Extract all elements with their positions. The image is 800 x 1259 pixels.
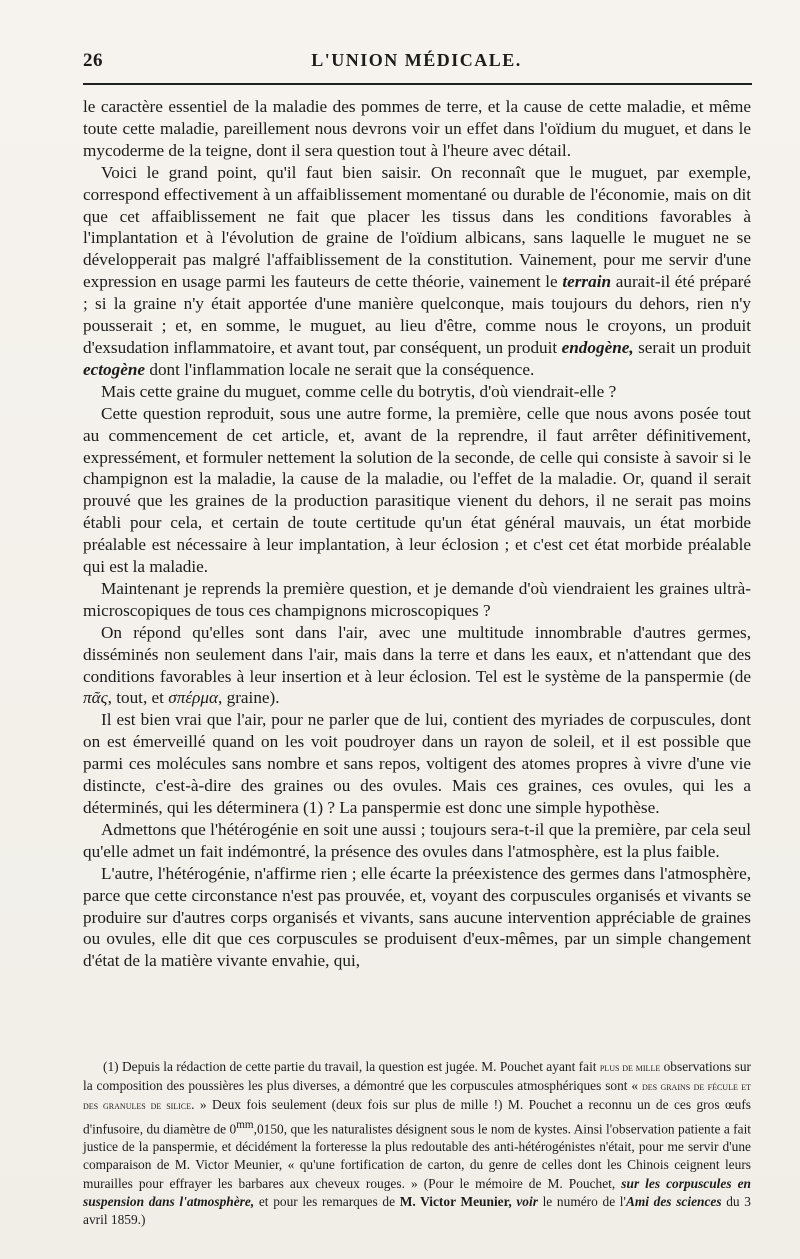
header-rule — [83, 83, 752, 85]
body-text — [83, 96, 751, 972]
footnote — [83, 1058, 751, 1229]
paragraph: le caractère essentiel de la maladie des pommes de terre, et la cause de cette maladie, et même toute cette maladie, pareillement nous devrons voir un effet dans l'oïdium du muguet, et dans le mycoderme de la teigne, dont il sera question tout à l'heure avec détail. — [83, 97, 751, 160]
page-number: 26 — [83, 50, 103, 71]
paragraph: Mais cette graine du muguet, comme celle du botrytis, d'où viendrait-elle ? — [101, 381, 617, 401]
journal-title: L'UNION MÉDICALE. — [311, 50, 522, 70]
running-head — [83, 50, 750, 80]
paragraph: On répond qu'elles sont dans l'air, avec une multitude innombrable d'autres germes, disséminés non seulement dans l'air, mais dans la terre et dans les eaux, et n'attendant que des conditions favorables à leur insertion et à leur éclosion. Tel est le système de la panspermie (de πᾶς, tout, et σπέρμα, graine). — [83, 622, 751, 708]
paragraph: Maintenant je reprends la première question, et je demande d'où viendraient les graines ultrà-microscopiques de tous ces champignons microscopiques ? — [83, 578, 751, 620]
paragraph: Cette question reproduit, sous une autre forme, la première, celle que nous avons posée tout au commencement de cet article, et, avant de la reprendre, il faut arrêter définitivement, expressément, et formuler nettement la solution de la seconde, de celle qui consiste à savoir si le champignon est la maladie, la cause de la maladie, ou l'effet de la maladie. Or, quand il serait prouvé que les graines de la production parasitique vienent du dehors, il ne serait pas moins établi pour cela, et certain de toute certitude qu'un état général mauvais, un état morbide préalable est nécessaire à leur implantation, à leur éclosion ; et c'est cet état morbide préalable qui est la maladie. — [83, 403, 751, 577]
paragraph: Il est bien vrai que l'air, pour ne parler que de lui, contient des myriades de corpuscules, dont on est émerveillé quand on les voit poudroyer dans un rayon de soleil, et il est possible que parmi ces molécules sans nombre et sans repos, voltigent des atomes propres à vivre d'une vie distincte, c'est-à-dire des graines ou des ovules. Mais ces graines, ces ovules, qui les a déterminés, qui les déterminera (1) ? La panspermie est donc une simple hypothèse. — [83, 710, 751, 817]
paragraph: Admettons que l'hétérogénie en soit une aussi ; toujours sera-t-il que la première, par cela seul qu'elle admet un fait indémontré, la présence des ovules dans l'atmosphère, est la plus faible. — [83, 819, 751, 861]
footnote-text: (1) Depuis la rédaction de cette partie du travail, la question est jugée. M. Pouchet ayant fait plus de mille observations sur la composition des poussières les plus diverses, a démontré que les corpuscules atmosphériques sont « des grains de fécule et des granules de silice. » Deux fois seulement (deux fois sur plus de mille !) M. Pouchet a reconnu un de ces gros œufs d'infusoire, du diamètre de $0^{mm},0150$, que les naturalistes désignent sous le nom de kystes. Ainsi l'observation patiente a fait justice de la panspermie, et décidément la forteresse la plus redoutable des anti-hétérogénistes n'était, pour me servir d'une comparaison de M. Victor Meunier, « qu'une fortification de carton, du genre de celles dont les Chinois ceignent leurs murailles pour effrayer les barbares aux cheveux rouges. » (Pour le mémoire de M. Pouchet, sur les corpuscules en suspension dans l'atmosphère, et pour les remarques de M. Victor Meunier, voir le numéro de l'Ami des sciences du 3 avril 1859.) — [83, 1059, 752, 1228]
paragraph: L'autre, l'hétérogénie, n'affirme rien ; elle écarte la préexistence des germes dans l'atmosphère, parce que cette circonstance n'est pas prouvée, et, voyant des corpuscules organisés et vivants se produire sur d'autres corps organisés et vivants, sans aucune intervention appréciable de graines ou ovules, elle dit que ces corpuscules se produisent d'eux-mêmes, par un simple changement d'état de la matière vivante envahie, qui, — [83, 863, 751, 971]
paragraph: Voici le grand point, qu'il faut bien saisir. On reconnaît que le muguet, par exemple, correspond effectivement à un affaiblissement momentané ou durable de l'économie, mais on dit que cet affaiblissement ne fait que placer les tissus dans les conditions favorables à l'implantation et à l'évolution de graine de l'oïdium albicans, sans laquelle le muguet ne se développerait pas malgré l'affaiblissement de la constitution. Vainement, pour me servir d'une expression en usage parmi les fauteurs de cette théorie, vainement le terrain aurait-il été préparé ; si la graine n'y était apportée d'une manière quelconque, mais toujours du dehors, rien n'y pousserait ; et, en somme, le muguet, au lieu d'être, comme nous le croyons, un produit d'exsudation inflammatoire, et avant tout, par conséquent, un produit endogène, serait un produit ectogène dont l'inflammation locale ne serait que la conséquence. — [83, 162, 752, 379]
